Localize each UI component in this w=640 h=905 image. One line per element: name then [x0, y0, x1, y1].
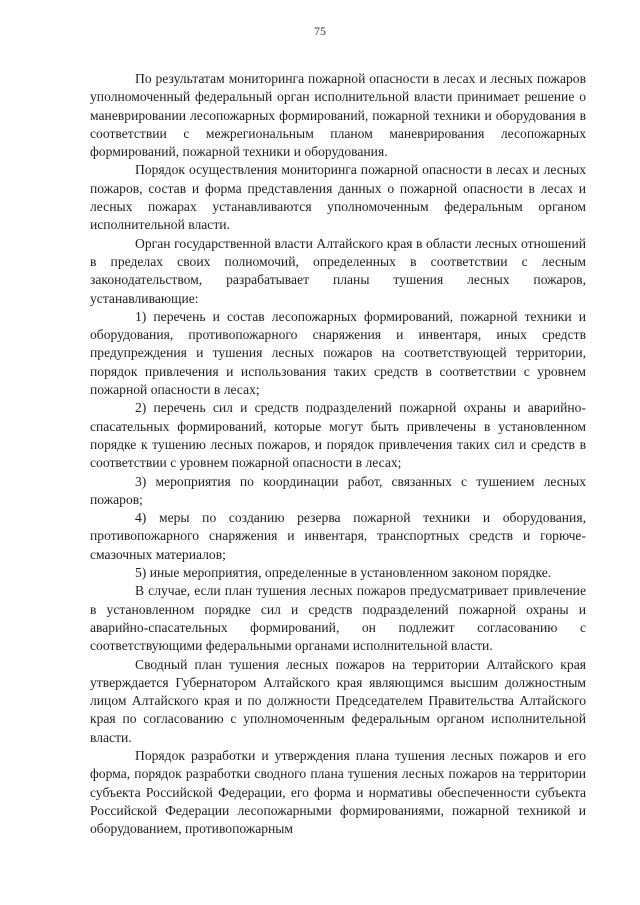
paragraph: Порядок разработки и утверждения плана тушения лесных пожаров и его форма, порядок разработки сводного плана тушения лесных пожаров на территории субъекта Российской Федерации, его форма и нормативы обеспеченности субъекта Российской Федерации лесопожарными формированиями, пожарной техникой и оборудованием, противопожарным — [90, 747, 586, 837]
page-number: 75 — [314, 24, 326, 38]
document-body — [90, 70, 586, 838]
paragraph: Сводный план тушения лесных пожаров на территории Алтайского края утверждается Губернатором Алтайского края являющимся высшим должностным лицом Алтайского края и по должности Председателем Правительства Алтайского края по согласованию с уполномоченным федеральным органом исполнительной власти. — [90, 656, 586, 745]
list-item: 3) мероприятия по координации работ, связанных с тушением лесных пожаров; — [90, 473, 586, 507]
paragraph: По результатам мониторинга пожарной опасности в лесах и лесных пожаров уполномоченный федеральный орган исполнительной власти принимает решение о маневрировании лесопожарных формирований, пожарной техники и оборудования в соответствии с межрегиональным планом маневрирования лесопожарных формирований, пожарной техники и оборудования. — [90, 71, 586, 160]
paragraph: В случае, если план тушения лесных пожаров предусматривает привлечение в установленном порядке сил и средств подразделений пожарной охраны и аварийно-спасательных формирований, он подлежит согласованию с соответствующими федеральными органами исполнительной власти. — [90, 583, 586, 654]
list-item: 2) перечень сил и средств подразделений пожарной охраны и аварийно-спасательных формирований, которые могут быть привлечены в установленном порядке к тушению лесных пожаров, и порядок привлечения таких сил и средств в соответствии с уровнем пожарной опасности в лесах; — [90, 400, 586, 471]
list-item: 1) перечень и состав лесопожарных формирований, пожарной техники и оборудования, противопожарного снаряжения и инвентаря, иных средств предупреждения и тушения лесных пожаров на соответствующей территории, порядок привлечения и использования таких средств в соответствии с уровнем пожарной опасности в лесах; — [90, 308, 586, 398]
paragraph: Орган государственной власти Алтайского края в области лесных отношений в пределах своих полномочий, определенных в соответствии с лесным законодательством, разрабатывает планы тушения лесных пожаров, устанавливающие: — [90, 235, 586, 306]
paragraph: Порядок осуществления мониторинга пожарной опасности в лесах и лесных пожаров, состав и форма представления данных о пожарной опасности в лесах и лесных пожарах устанавливаются уполномоченным федеральным органом исполнительной власти. — [90, 162, 586, 233]
list-item: 5) иные мероприятия, определенные в установленном законом порядке. — [135, 565, 552, 581]
list-item: 4) меры по созданию резерва пожарной техники и оборудования, противопожарного снаряжения и инвентаря, транспортных средств и горюче-смазочных материалов; — [90, 510, 586, 562]
